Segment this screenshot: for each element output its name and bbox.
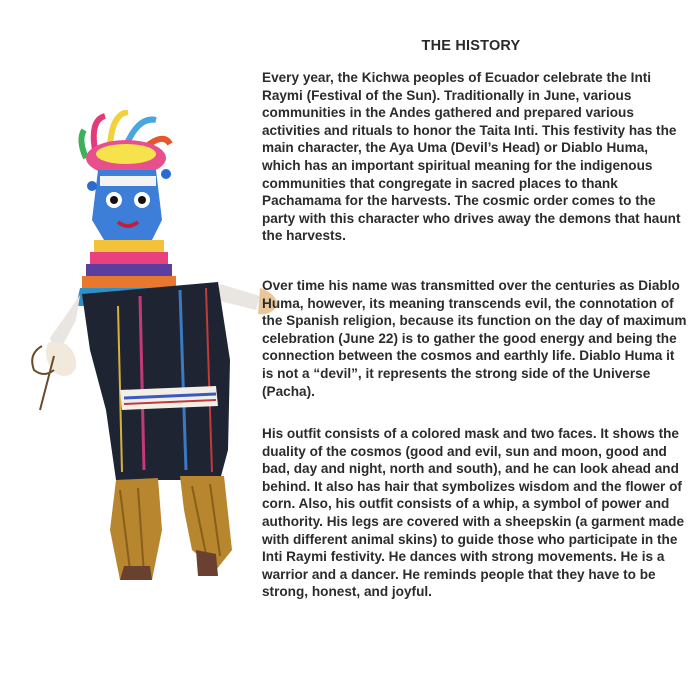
page-title: THE HISTORY bbox=[421, 38, 521, 54]
history-paragraph-2: Over time his name was transmitted over the centuries as Diablo Huma, however, its meaning transcends evil, the connotation of the Spanish religion, because its function on the day of maximum celebration (June 22) is to gather the good energy and being the connection between the cosmos and earthly life. Diablo Huma it is not a “devil”, it represents the strong side of the Universe (Pacha). bbox=[262, 278, 687, 399]
mask-face bbox=[87, 169, 171, 240]
poncho bbox=[82, 282, 230, 480]
diablo-huma-dancer-icon bbox=[20, 110, 300, 580]
mask-headdress bbox=[81, 112, 170, 176]
diablo-huma-illustration bbox=[20, 110, 300, 580]
history-paragraph-3: His outfit consists of a colored mask and two faces. It shows the duality of the cosmos (good and evil, sun and moon, good and bad, day and night, north and south), and he can look ahead and behind. It also has hair that symbolizes wisdom and the flower of corn. Also, his outfit consists of a whip, a symbol of power and authority. His legs are covered with a sheepskin (a garment made with different animal skins) to guide those who participate in the Inti Raymi festivity. He dances with strong movements. He is a warrior and a dancer. He reminds people that they have to be strong, honest, and joyful. bbox=[262, 426, 685, 600]
belt bbox=[120, 386, 218, 410]
history-paragraph-1: Every year, the Kichwa peoples of Ecuador celebrate the Inti Raymi (Festival of the Sun). Traditionally in June, various communities in the Andes gathered and prepared various activities and rituals to honor the Taita Inti. This festivity has the main character, the Aya Uma (Devil’s Head) or Diablo Huma, which has an important spiritual meaning for the indigenous communities that congregate in sacred places to thank Pachamama for the harvests. The cosmic order comes to the party with this character who drives away the demons that haunt the harvests. bbox=[262, 70, 681, 244]
